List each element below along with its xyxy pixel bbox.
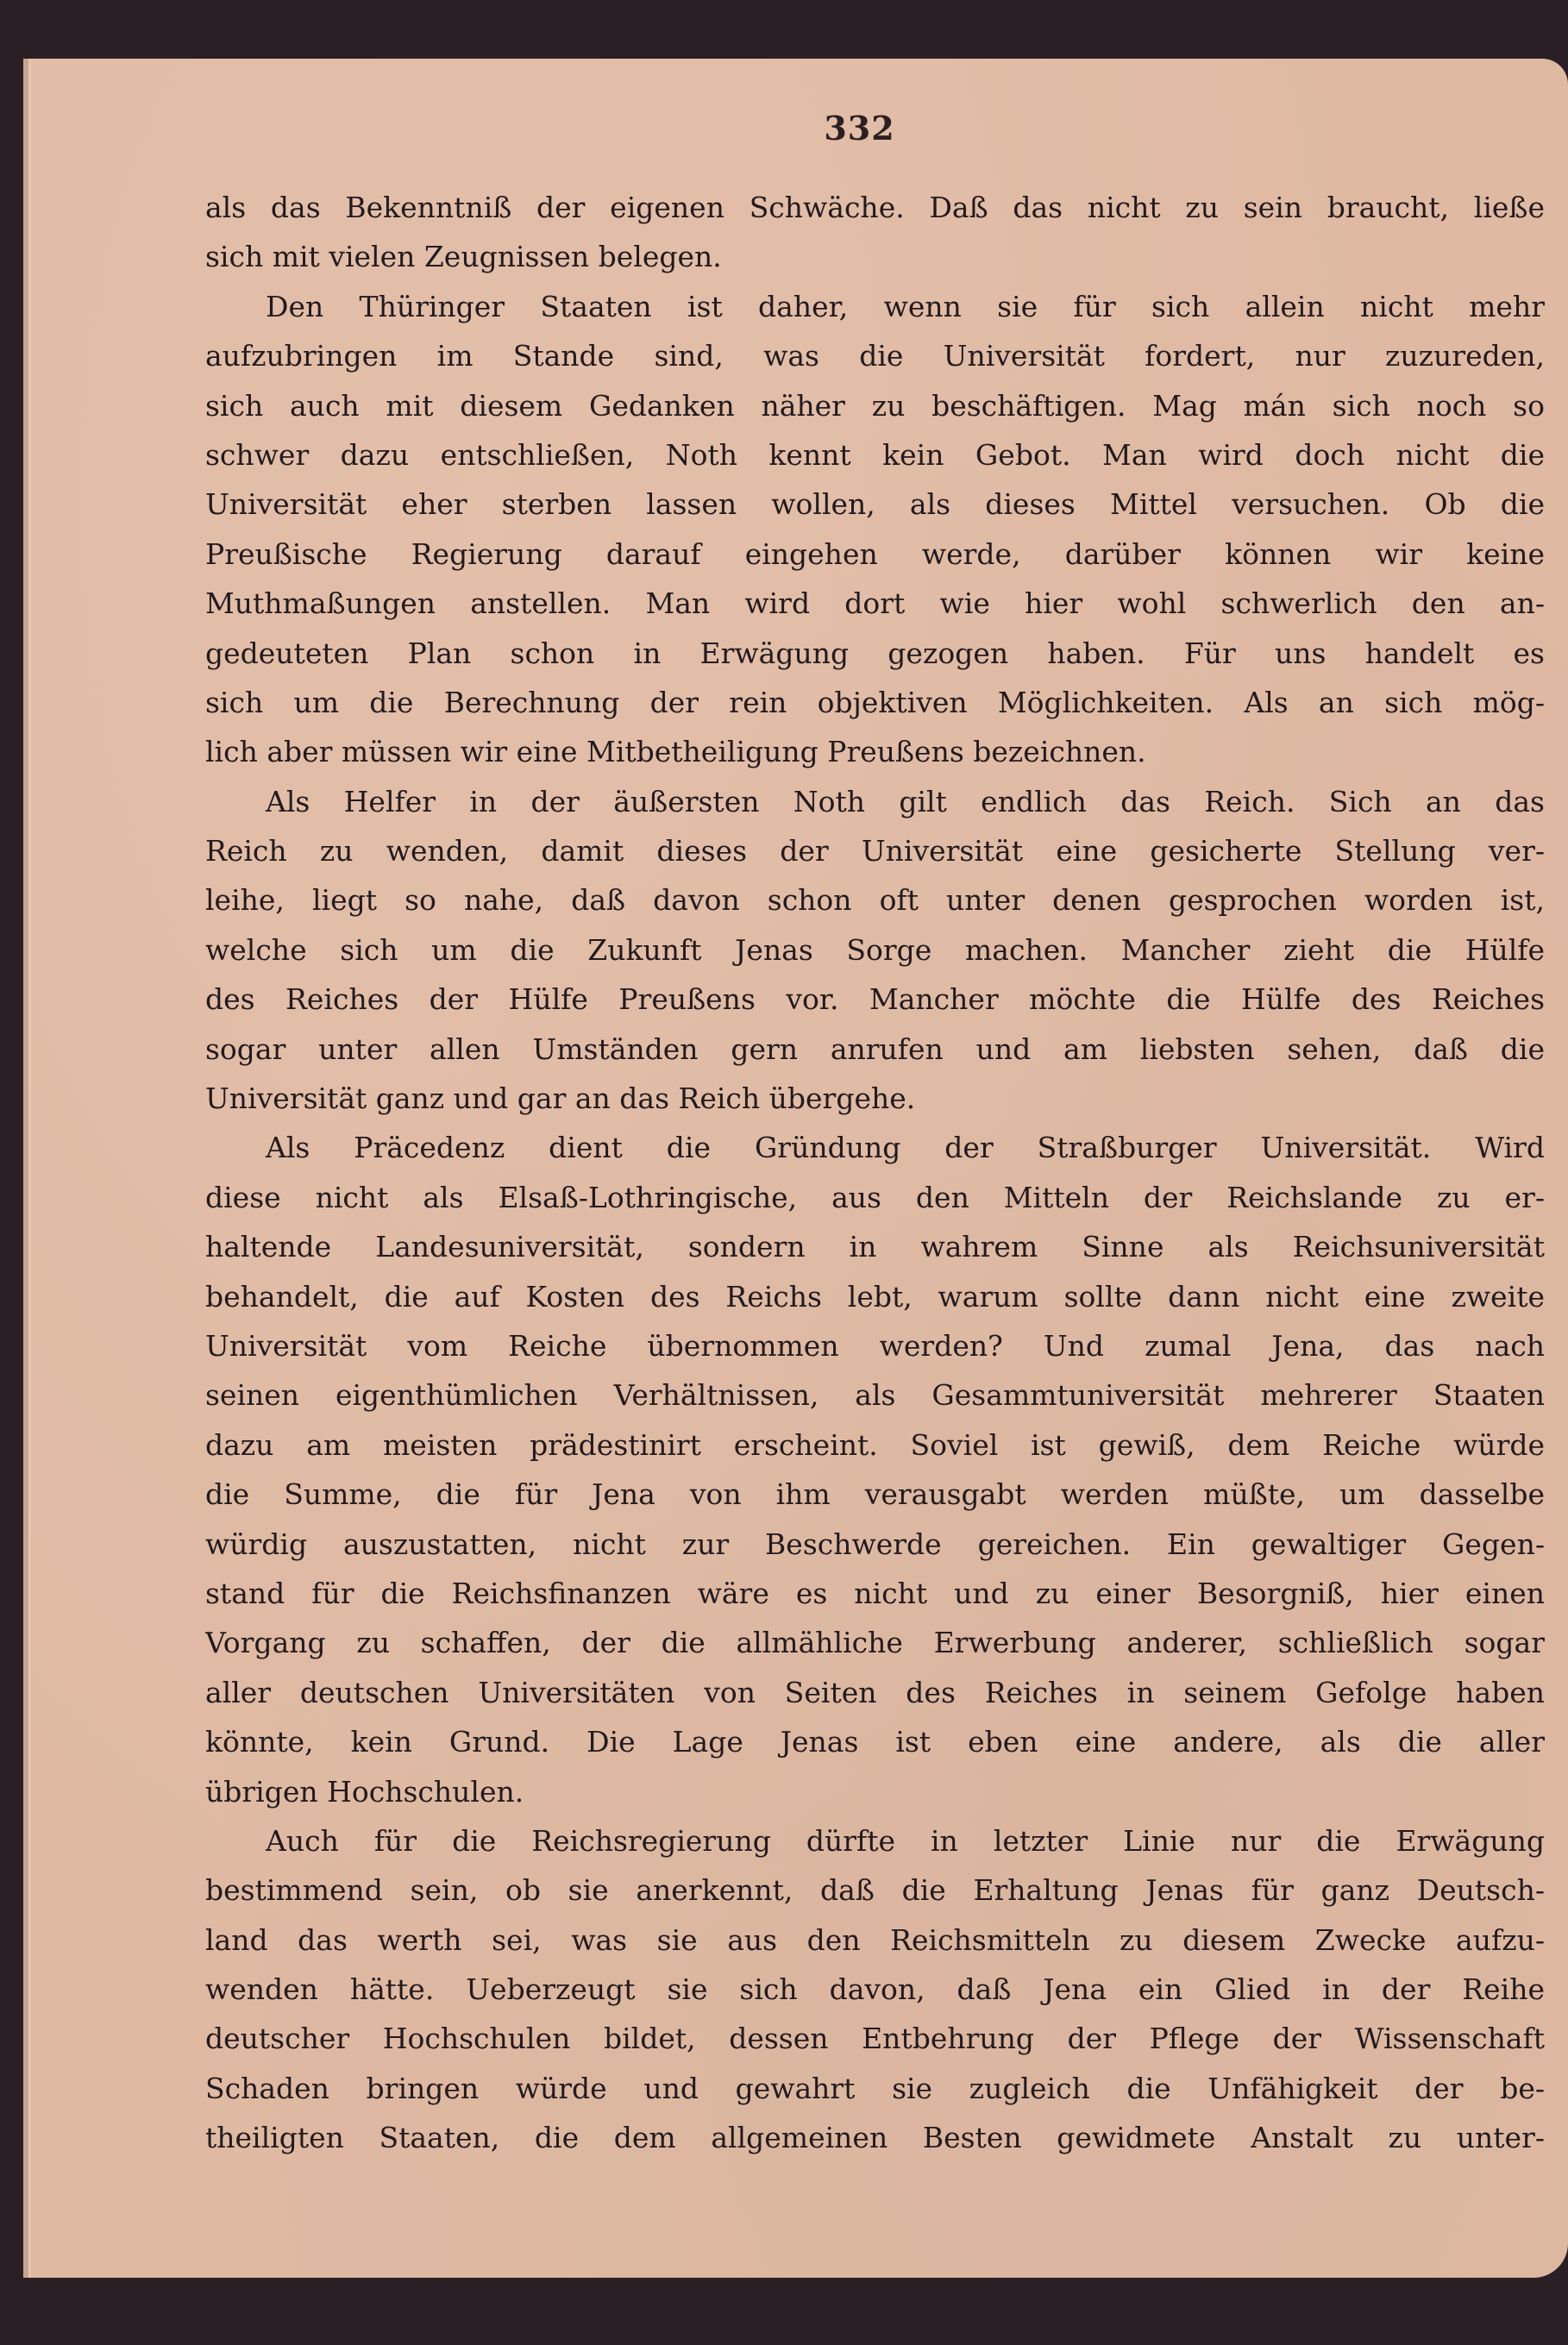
text-line: wenden hätte. Ueberzeugt sie sich davon, daß Jena ein Glied in der Reihe xyxy=(205,1972,1545,2007)
text-line: theiligten Staaten, die dem allgemeinen Besten gewidmete Anstalt zu unter- xyxy=(205,2121,1545,2155)
text-line: als das Bekenntniß der eigenen Schwäche. Daß das nicht zu sein braucht, ließe xyxy=(205,191,1545,224)
text-line: Auch für die Reichsregierung dürfte in letzter Linie nur die Erwägung xyxy=(266,1823,1545,1858)
text-line: deutscher Hochschulen bildet, dessen Entbehrung der Pflege der Wissenschaft xyxy=(205,2022,1545,2056)
text-line: Vorgang zu schaffen, der die allmähliche Erwerbung anderer, schließlich sogar xyxy=(205,1626,1545,1660)
text-line: leihe, liegt so nahe, daß davon schon oft unter denen gesprochen worden ist, xyxy=(205,883,1545,918)
book-page xyxy=(23,59,1568,2278)
text-line: sich um die Berechnung der rein objektiven Möglichkeiten. Als an sich mög- xyxy=(205,685,1545,719)
text-line: behandelt, die auf Kosten des Reichs lebt, warum sollte dann nicht eine zweite xyxy=(205,1279,1545,1314)
text-line: Den Thüringer Staaten ist daher, wenn sie für sich allein nicht mehr xyxy=(266,289,1545,323)
text-line: des Reiches der Hülfe Preußens vor. Mancher möchte die Hülfe des Reiches xyxy=(205,982,1545,1017)
text-line: haltende Landesuniversität, sondern in wahrem Sinne als Reichsuniversität xyxy=(205,1230,1545,1264)
text-line: aufzubringen im Stande sind, was die Universität fordert, nur zuzureden, xyxy=(205,339,1545,373)
text-line: sich auch mit diesem Gedanken näher zu beschäftigen. Mag mán sich noch so xyxy=(205,388,1545,423)
text-line: übrigen Hochschulen. xyxy=(205,1774,524,1809)
text-line: würdig auszustatten, nicht zur Beschwerde gereichen. Ein gewaltiger Gegen- xyxy=(205,1527,1545,1561)
text-line: sogar unter allen Umständen gern anrufen und am liebsten sehen, daß die xyxy=(205,1031,1545,1066)
text-line: stand für die Reichsfinanzen wäre es nicht und zu einer Besorgniß, hier einen xyxy=(205,1576,1545,1610)
body-text xyxy=(205,183,1545,2163)
text-line: land das werth sei, was sie aus den Reichsmitteln zu diesem Zwecke aufzu- xyxy=(205,1922,1545,1957)
page-number: 332 xyxy=(824,109,895,147)
text-line: schwer dazu entschließen, Noth kennt kein Gebot. Man wird doch nicht die xyxy=(205,437,1545,472)
text-line: Preußische Regierung darauf eingehen werde, darüber können wir keine xyxy=(205,536,1545,571)
text-line: dazu am meisten prädestinirt erscheint. Soviel ist gewiß, dem Reiche würde xyxy=(205,1427,1545,1462)
text-line: aller deutschen Universitäten von Seiten des Reiches in seinem Gefolge haben xyxy=(205,1675,1545,1709)
text-line: welche sich um die Zukunft Jenas Sorge machen. Mancher zieht die Hülfe xyxy=(205,932,1545,967)
text-line: Muthmaßungen anstellen. Man wird dort wie hier wohl schwerlich den an- xyxy=(205,586,1545,621)
text-line: sich mit vielen Zeugnissen belegen. xyxy=(205,240,722,274)
text-line: lich aber müssen wir eine Mitbetheiligung Preußens bezeichnen. xyxy=(205,735,1146,769)
text-line: Universität ganz und gar an das Reich übergehe. xyxy=(205,1082,916,1116)
text-line: bestimmend sein, ob sie anerkennt, daß die Erhaltung Jenas für ganz Deutsch- xyxy=(205,1873,1545,1908)
text-line: Als Präcedenz dient die Gründung der Straßburger Universität. Wird xyxy=(266,1131,1545,1165)
text-line: diese nicht als Elsaß-Lothringische, aus den Mitteln der Reichslande zu er- xyxy=(205,1180,1545,1214)
text-line: Reich zu wenden, damit dieses der Universität eine gesicherte Stellung ver- xyxy=(205,834,1545,868)
text-line: seinen eigenthümlichen Verhältnissen, als Gesammtuniversität mehrerer Staaten xyxy=(205,1378,1545,1413)
text-line: gedeuteten Plan schon in Erwägung gezogen haben. Für uns handelt es xyxy=(205,636,1545,670)
text-line: Universität vom Reiche übernommen werden? Und zumal Jena, das nach xyxy=(205,1328,1545,1363)
text-line: Universität eher sterben lassen wollen, als dieses Mittel versuchen. Ob die xyxy=(205,487,1545,522)
text-line: Schaden bringen würde und gewahrt sie zugleich die Unfähigkeit der be- xyxy=(205,2071,1545,2105)
text-line: könnte, kein Grund. Die Lage Jenas ist eben eine andere, als die aller xyxy=(205,1725,1545,1759)
text-line: die Summe, die für Jena von ihm verausgabt werden müßte, um dasselbe xyxy=(205,1477,1545,1512)
text-line: Als Helfer in der äußersten Noth gilt endlich das Reich. Sich an das xyxy=(266,784,1545,818)
